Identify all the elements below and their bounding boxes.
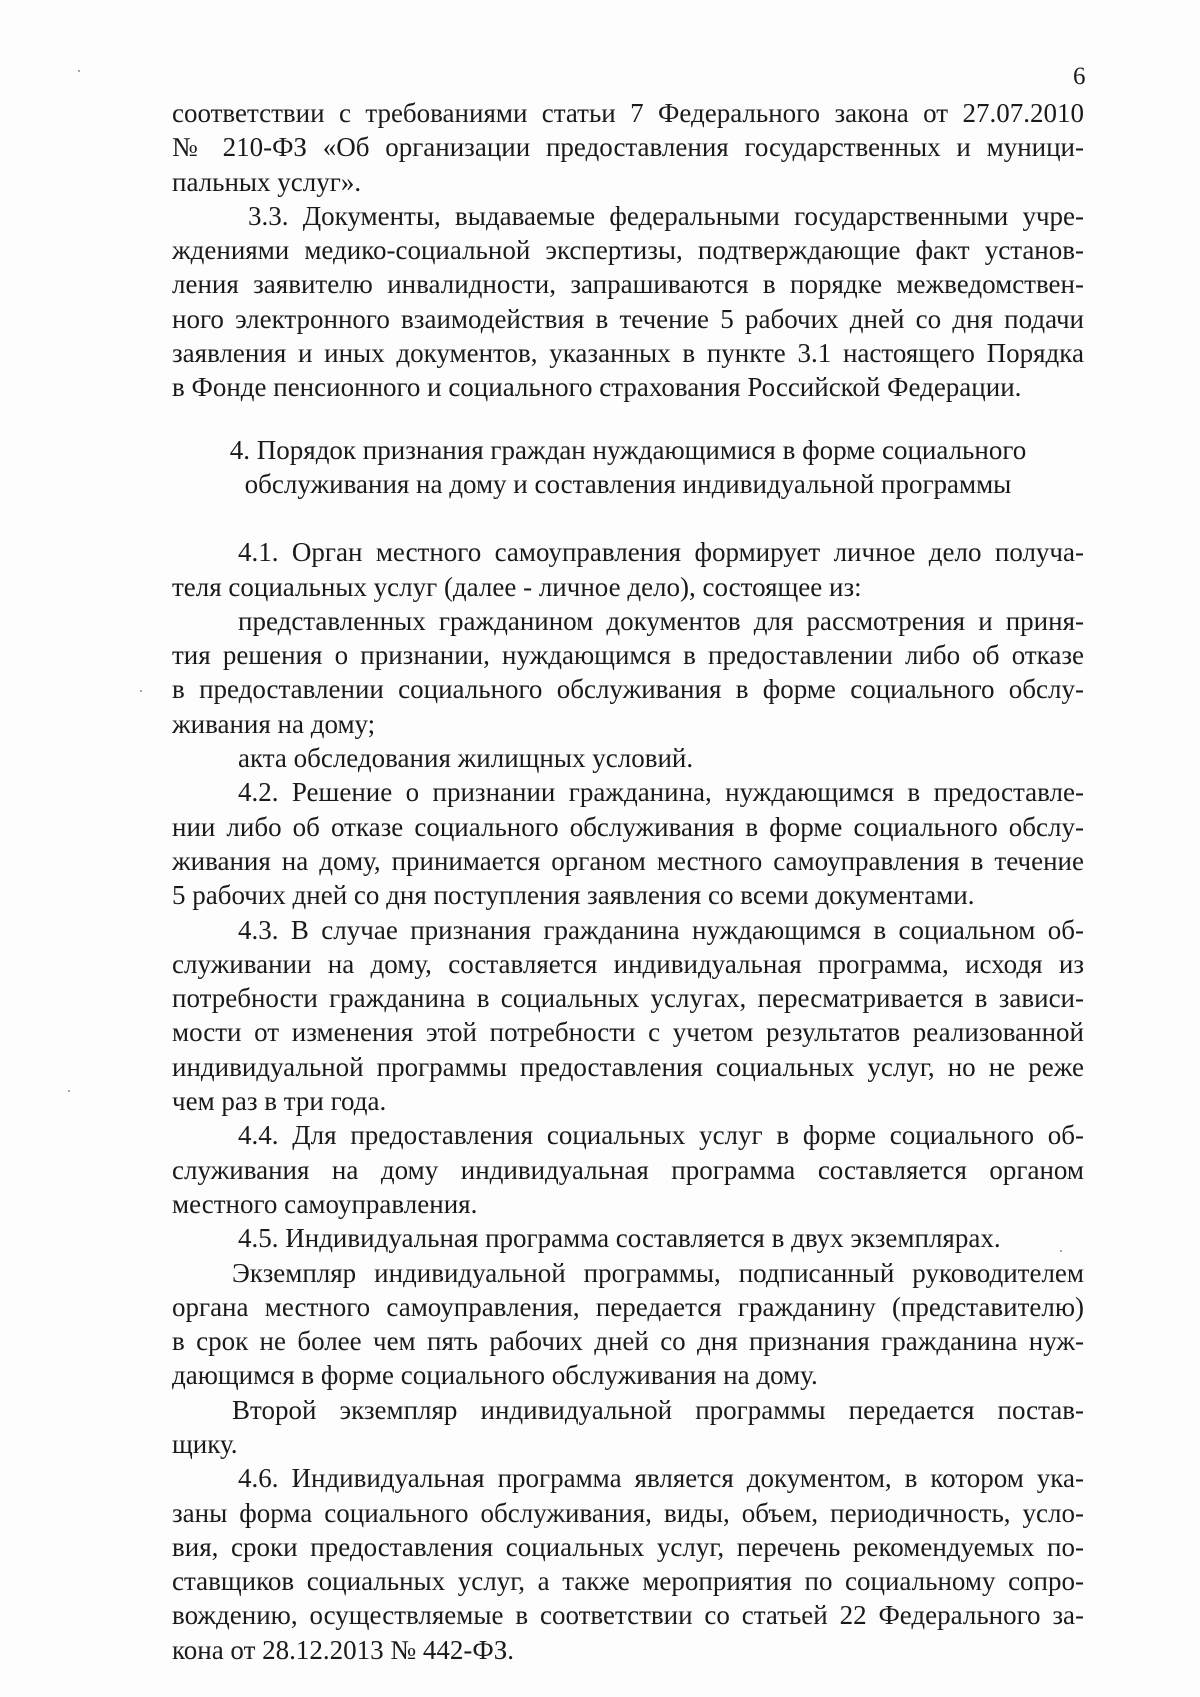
text-line: заявления и иных документов, указанных в пункте 3.1 настоящего Порядка (172, 338, 1084, 369)
text-line: тия решения о признании, нуждающимся в предоставлении либо об отказе (172, 640, 1084, 671)
text-line: Экземпляр индивидуальной программы, подписанный руководителем (232, 1257, 1084, 1288)
paragraph-4-6 (172, 1461, 1084, 1667)
text-line: 4.2. Решение о признании гражданина, нуждающимся в предоставле- (238, 777, 1084, 808)
text-line: 4.6. Индивидуальная программа является документом, в котором ука- (238, 1463, 1084, 1494)
scan-speck (140, 690, 142, 692)
text-line: чем раз в три года. (172, 1086, 387, 1117)
text-line: 5 рабочих дней со дня поступления заявления со всеми документами. (172, 880, 975, 911)
paragraph-3-3 (172, 199, 1084, 405)
scan-speck (1060, 1250, 1062, 1252)
heading-line: 4. Порядок признания граждан нуждающимися в форме социального (229, 434, 1027, 465)
text-line: живания на дому; (172, 708, 376, 739)
paragraph-3-2-continuation (172, 96, 1084, 199)
page-number: 6 (1073, 63, 1086, 90)
text-line: 3.3. Документы, выдаваемые федеральными государственными учре- (248, 200, 1084, 231)
text-line: щику. (172, 1428, 238, 1459)
text-line: органа местного самоуправления, передается гражданину (представителю) (172, 1291, 1084, 1322)
text-line: представленных гражданином документов для рассмотрения и приня- (238, 605, 1084, 636)
section-4-heading (172, 433, 1084, 502)
text-line: индивидуальной программы предоставления социальных услуг, но не реже (172, 1051, 1084, 1082)
document-body (172, 96, 1084, 1667)
text-line: в предоставлении социального обслуживания в форме социального обслу- (172, 674, 1084, 705)
paragraph-4-4 (172, 1118, 1084, 1221)
text-line: 4.4. Для предоставления социальных услуг в форме социального об- (238, 1120, 1084, 1151)
text-line: вождению, осуществляемые в соответствии со статьей 22 Федерального за- (172, 1600, 1084, 1631)
text-line: ления заявителю инвалидности, запрашиваются в порядке межведомствен- (172, 269, 1084, 300)
text-line: служивания на дому индивидуальная программа составляется органом (172, 1154, 1084, 1185)
text-line: 4.3. В случае признания гражданина нуждающимся в социальном об- (238, 914, 1084, 945)
text-line: местного самоуправления. (172, 1188, 478, 1219)
text-line: нии либо об отказе социального обслуживания в форме социального обслу- (172, 811, 1084, 842)
text-line: 4.1. Орган местного самоуправления формирует личное дело получа- (238, 537, 1084, 568)
text-line: теля социальных услуг (далее - личное дело), состоящее из: (172, 571, 862, 602)
text-line: пальных услуг». (172, 166, 362, 197)
text-line: служивании на дому, составляется индивидуальная программа, исходя из (172, 948, 1084, 979)
text-line: соответствии с требованиями статьи 7 Федерального закона от 27.07.2010 (172, 98, 1084, 128)
text-line: 4.5. Индивидуальная программа составляется в двух экземплярах. (238, 1223, 1001, 1254)
text-line: № 210-ФЗ «Об организации предоставления государственных и муници- (172, 132, 1084, 163)
text-line: акта обследования жилищных условий. (238, 743, 694, 774)
text-line: мости от изменения этой потребности с учетом результатов реализованной (172, 1017, 1084, 1048)
paragraph-4-1 (172, 535, 1084, 604)
scan-speck (78, 70, 80, 72)
text-line: вия, сроки предоставления социальных услуг, перечень рекомендуемых по- (172, 1531, 1084, 1562)
text-line: в Фонде пенсионного и социального страхования Российской Федерации. (172, 372, 1022, 403)
text-line: заны форма социального обслуживания, виды, объем, периодичность, усло- (172, 1497, 1084, 1528)
paragraph-4-5-copy-one (172, 1256, 1084, 1393)
text-line: кона от 28.12.2013 № 442-ФЗ. (172, 1634, 514, 1665)
text-line: потребности гражданина в социальных услугах, пересматривается в зависи- (172, 983, 1084, 1014)
heading-line: обслуживания на дому и составления индивидуальной программы (244, 468, 1012, 499)
text-line: Второй экземпляр индивидуальной программы передается постав- (232, 1394, 1084, 1425)
text-line: ждениями медико-социальной экспертизы, подтверждающие факт установ- (172, 235, 1084, 266)
paragraph-4-5-copy-two (172, 1393, 1084, 1462)
scan-speck (68, 1090, 70, 1092)
text-line: живания на дому, принимается органом местного самоуправления в течение (172, 845, 1084, 876)
text-line: в срок не более чем пять рабочих дней со дня признания гражданина нуж- (172, 1326, 1084, 1357)
text-line: дающимся в форме социального обслуживания на дому. (172, 1360, 818, 1391)
paragraph-4-5 (172, 1221, 1084, 1255)
paragraph-4-1-item-act (172, 741, 1084, 775)
text-line: ставщиков социальных услуг, а также мероприятия по социальному сопро- (172, 1566, 1084, 1597)
paragraph-4-2 (172, 775, 1084, 912)
text-line: ного электронного взаимодействия в течение 5 рабочих дней со дня подачи (172, 303, 1084, 334)
paragraph-4-3 (172, 913, 1084, 1119)
paragraph-4-1-item-documents (172, 604, 1084, 741)
